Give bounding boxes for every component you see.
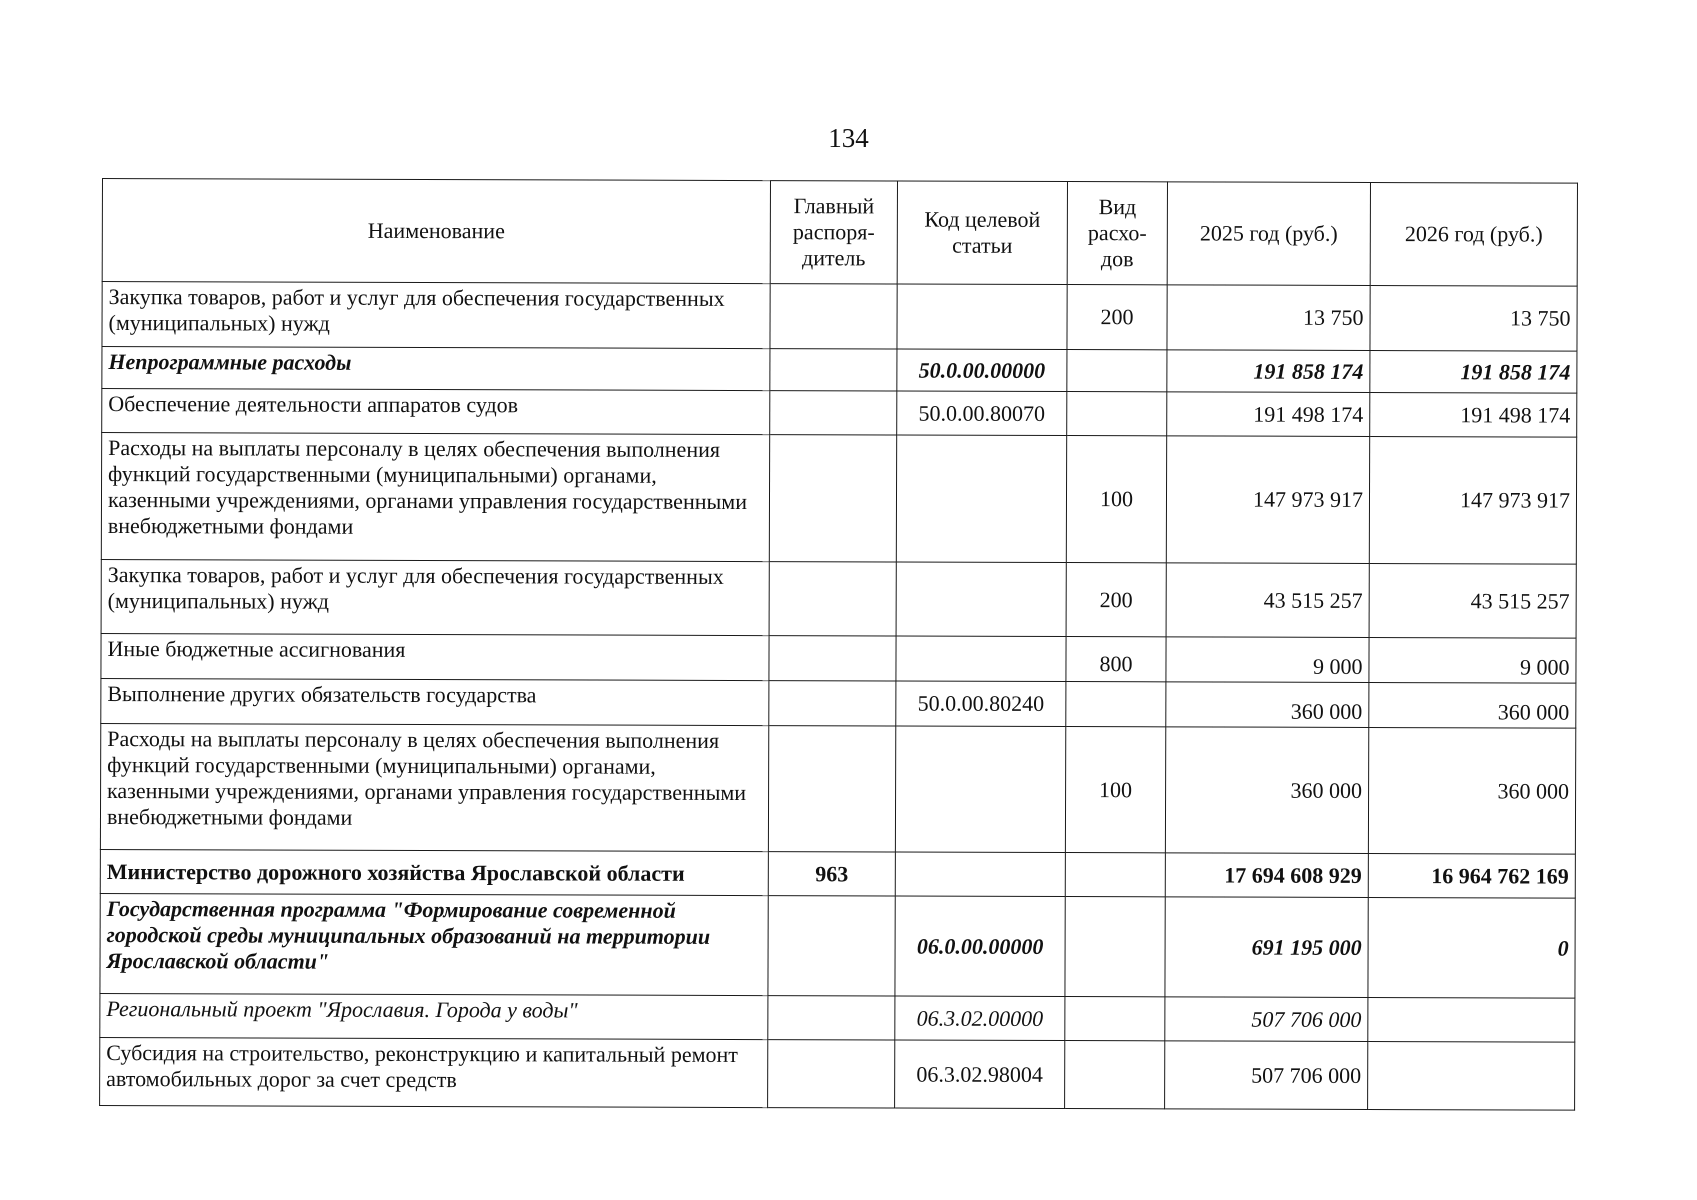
row-main-manager — [768, 896, 895, 996]
table-row — [100, 893, 1575, 998]
row-amount-2026: 0 — [1368, 897, 1575, 998]
row-target-code: 06.0.00.00000 — [895, 896, 1065, 997]
row-amount-2026: 191 858 174 — [1370, 350, 1577, 393]
row-amount-2025: 507 706 000 — [1165, 997, 1368, 1042]
row-amount-2026: 360 000 — [1369, 682, 1576, 728]
table-row — [101, 433, 1576, 565]
row-amount-2026: 9 000 — [1369, 637, 1576, 683]
table-row — [102, 282, 1577, 352]
row-main-manager — [769, 681, 896, 726]
header-main-manager: Главный распоря-дитель — [770, 181, 897, 284]
row-expense-type: 200 — [1066, 563, 1166, 637]
row-main-manager — [769, 435, 896, 562]
row-name: Министерство дорожного хозяйства Ярославской области — [100, 849, 768, 895]
header-year-2026: 2026 год (руб.) — [1370, 182, 1577, 286]
header-year-2025: 2025 год (руб.) — [1167, 182, 1370, 286]
row-amount-2025: 147 973 917 — [1166, 436, 1369, 564]
row-amount-2025: 360 000 — [1166, 682, 1369, 728]
row-target-code — [896, 636, 1066, 682]
table-row — [100, 723, 1575, 854]
row-expense-type — [1065, 997, 1165, 1041]
row-amount-2025: 9 000 — [1166, 637, 1369, 683]
row-target-code — [897, 284, 1067, 350]
row-target-code — [896, 562, 1066, 637]
row-name: Субсидия на строительство, реконструкцию и капитальный ремонт автомобильных дорог за счет средств — [100, 1037, 768, 1107]
row-target-code: 50.0.00.80240 — [896, 681, 1066, 727]
table-row — [100, 993, 1575, 1042]
row-expense-type: 200 — [1067, 285, 1167, 350]
row-expense-type — [1066, 682, 1166, 727]
row-amount-2026: 360 000 — [1368, 727, 1575, 854]
row-amount-2025: 43 515 257 — [1166, 563, 1369, 638]
table-row — [102, 347, 1577, 394]
row-expense-type — [1065, 897, 1165, 997]
page-number: 134 — [828, 123, 869, 153]
row-name: Региональный проект "Ярославия. Города у воды" — [100, 993, 768, 1039]
row-amount-2025: 691 195 000 — [1165, 897, 1368, 998]
row-main-manager — [768, 726, 895, 852]
row-expense-type: 100 — [1066, 436, 1166, 563]
row-name: Закупка товаров, работ и услуг для обеспечения государственных (муниципальных) нужд — [102, 282, 770, 349]
row-expense-type: 800 — [1066, 637, 1166, 682]
row-name: Непрограммные расходы — [102, 347, 770, 391]
row-target-code — [895, 852, 1065, 897]
row-main-manager — [770, 349, 897, 391]
row-expense-type — [1065, 853, 1165, 897]
budget-table — [99, 178, 1578, 1111]
row-target-code — [896, 435, 1066, 563]
row-amount-2025: 191 498 174 — [1167, 392, 1370, 437]
row-amount-2026 — [1368, 997, 1575, 1042]
row-name: Выполнение других обязательств государства — [101, 678, 769, 725]
row-target-code: 50.0.00.00000 — [897, 349, 1067, 392]
table-row — [101, 678, 1576, 728]
row-expense-type: 100 — [1065, 727, 1165, 853]
row-amount-2026: 13 750 — [1370, 285, 1577, 351]
table-row — [101, 559, 1576, 638]
row-main-manager — [768, 996, 895, 1040]
table-row — [102, 389, 1577, 438]
row-amount-2025: 507 706 000 — [1165, 1041, 1368, 1110]
row-name: Иные бюджетные ассигнования — [101, 633, 769, 680]
table-row — [100, 849, 1575, 898]
row-name: Государственная программа "Формирование современной городской среды муниципальных образований на территории Ярославской области" — [100, 893, 768, 995]
row-target-code: 50.0.00.80070 — [897, 391, 1067, 436]
row-amount-2026 — [1368, 1041, 1575, 1110]
row-target-code: 06.3.02.98004 — [895, 1040, 1065, 1109]
row-target-code — [895, 726, 1065, 853]
table-header-row — [102, 179, 1577, 287]
row-name: Обеспечение деятельности аппаратов судов — [102, 389, 770, 435]
row-main-manager — [770, 284, 897, 349]
row-name: Закупка товаров, работ и услуг для обеспечения государственных (муниципальных) нужд — [101, 559, 769, 635]
row-name: Расходы на выплаты персоналу в целях обеспечения выполнения функций государственными (муниципальными) органами, казенными учреждениями, органами управления государственными внебюджетными фондами — [100, 723, 768, 851]
table-row — [101, 633, 1576, 683]
header-expense-type: Вид расхо-дов — [1067, 182, 1167, 285]
row-amount-2026: 147 973 917 — [1369, 436, 1576, 564]
row-expense-type — [1067, 350, 1167, 392]
row-main-manager — [768, 1040, 895, 1108]
header-target-code: Код целевой статьи — [897, 181, 1067, 285]
row-expense-type — [1067, 392, 1167, 436]
row-amount-2026: 191 498 174 — [1370, 392, 1577, 437]
row-main-manager — [769, 562, 896, 636]
row-amount-2025: 360 000 — [1165, 727, 1368, 854]
row-expense-type — [1065, 1041, 1165, 1109]
row-target-code: 06.3.02.00000 — [895, 996, 1065, 1041]
row-amount-2025: 13 750 — [1167, 285, 1370, 351]
row-main-manager: 963 — [768, 852, 895, 896]
row-amount-2025: 17 694 608 929 — [1165, 853, 1368, 898]
row-amount-2025: 191 858 174 — [1167, 350, 1370, 393]
row-amount-2026: 16 964 762 169 — [1368, 853, 1575, 898]
row-amount-2026: 43 515 257 — [1369, 563, 1576, 638]
table-row — [100, 1037, 1575, 1110]
header-name: Наименование — [102, 179, 770, 284]
row-main-manager — [770, 391, 897, 435]
row-name: Расходы на выплаты персоналу в целях обеспечения выполнения функций государственными (муниципальными) органами, казенными учреждениями, органами управления государственными внебюджетными фондами — [101, 433, 769, 562]
row-main-manager — [769, 636, 896, 681]
